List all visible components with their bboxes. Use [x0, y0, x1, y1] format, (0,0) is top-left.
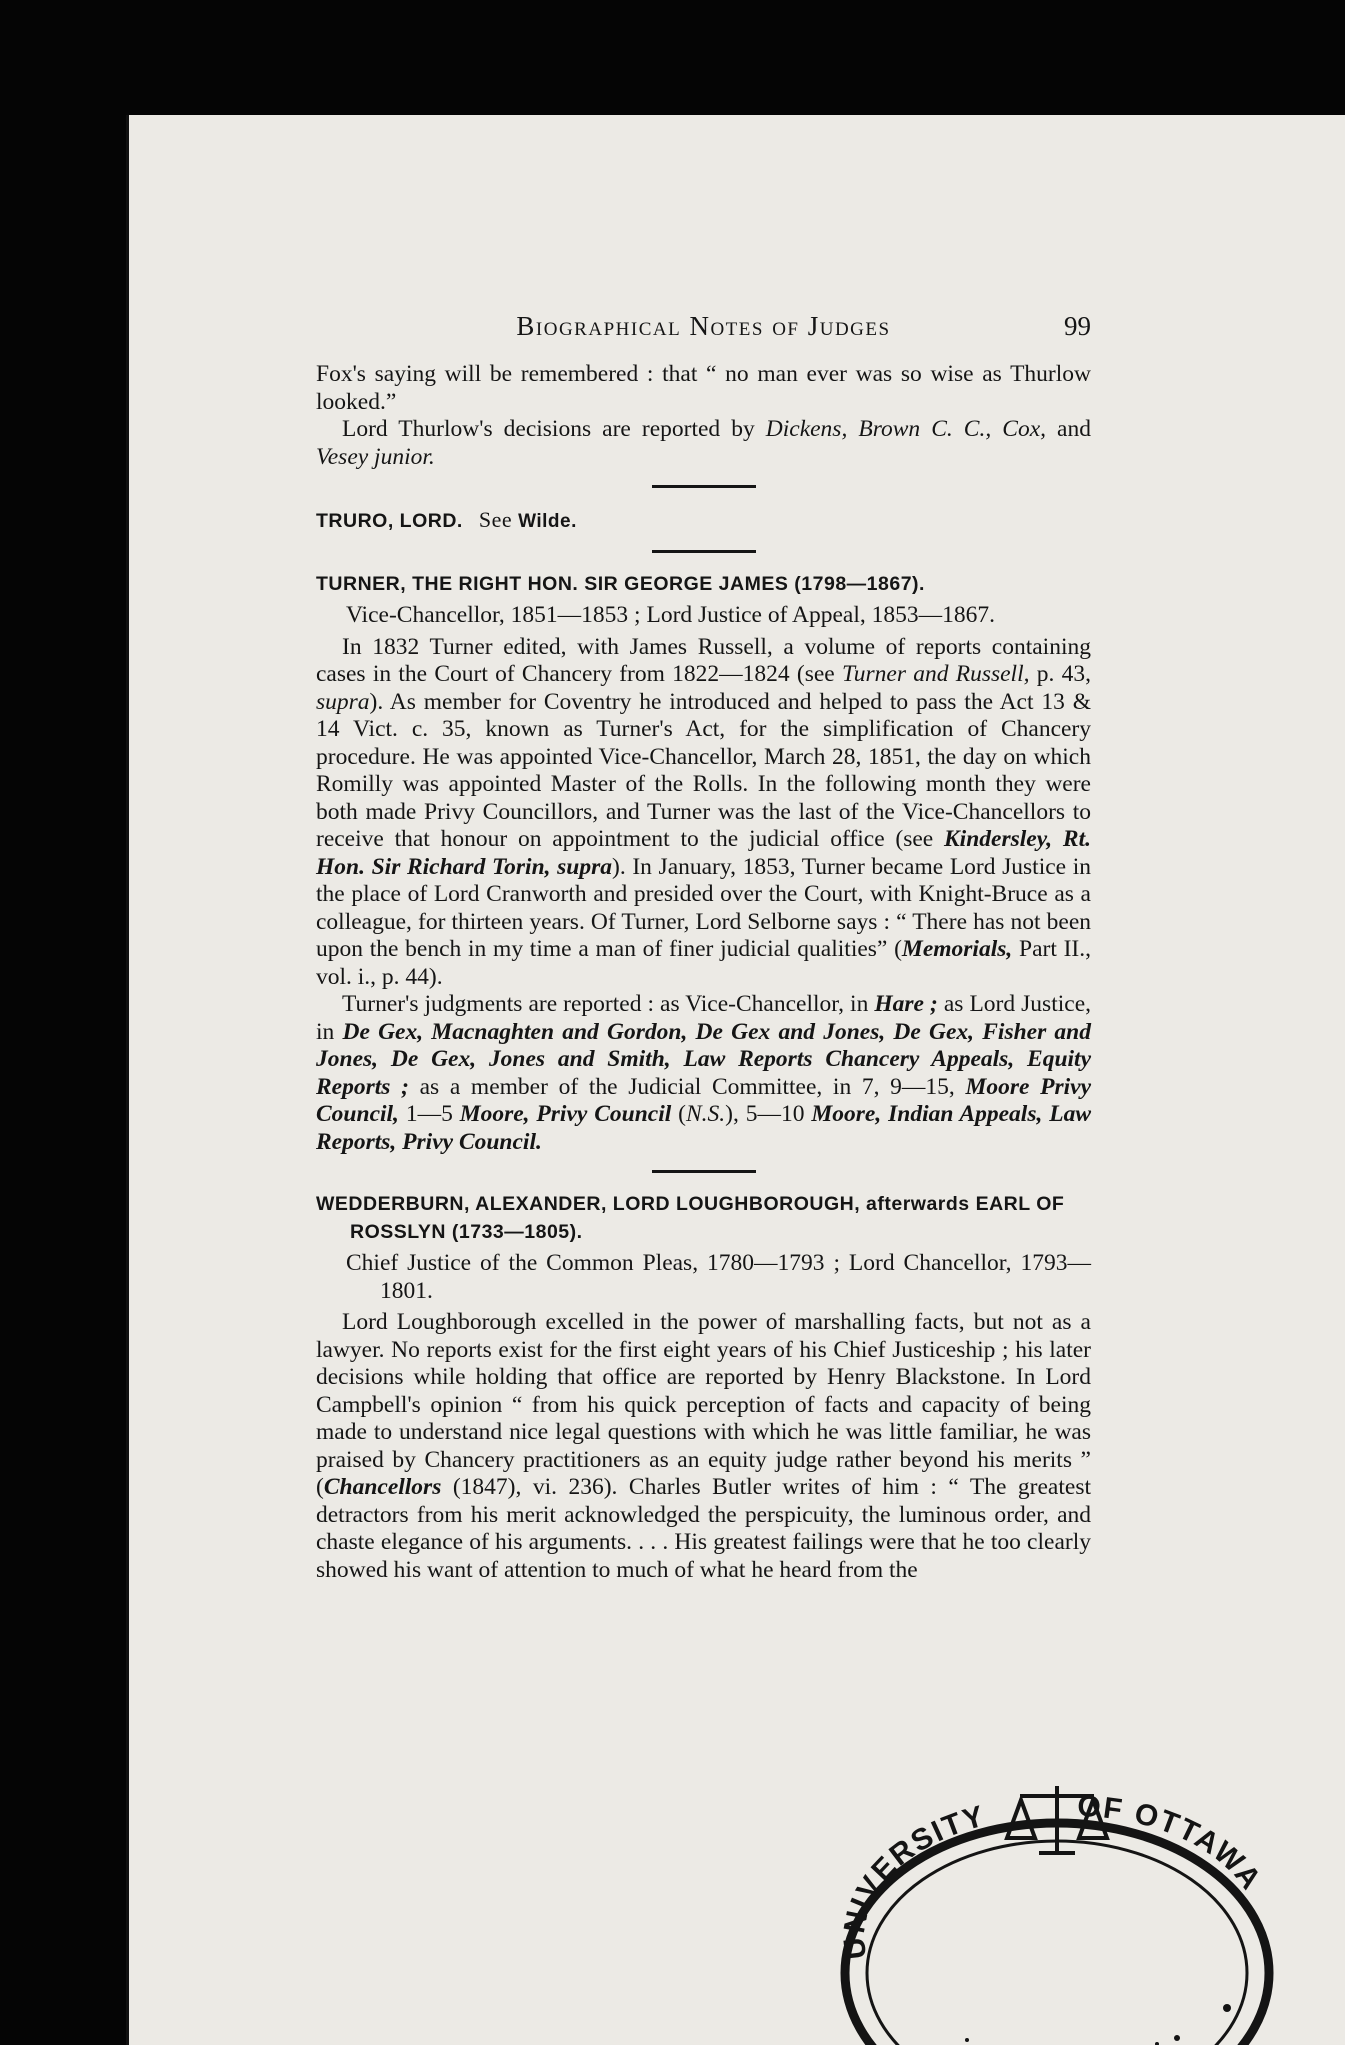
page-number: 99	[1064, 311, 1091, 341]
running-title: Biographical Notes of Judges	[516, 311, 891, 341]
section-divider	[652, 485, 756, 488]
turner-paragraph-2: Turner's judgments are reported : as Vice-Chancellor, in Hare ; as Lord Justice, in De Gex, Macnaghten and Gordon, De Gex and Jones, De Gex, Fisher and Jones, De Gex, Jones and Smith, Law Reports Chancery Appeals, Equity Reports ; as a member of the Judicial Committee, in 7, 9—15, Moore Privy Council, 1—5 Moore, Privy Council (N.S.), 5—10 Moore, Indian Appeals, Law Reports, Privy Council.	[316, 991, 1092, 1155]
text-column	[316, 313, 1091, 1584]
thurlow-paragraph-2: Lord Thurlow's decisions are reported by Dickens, Brown C. C., Cox, and Vesey junior.	[316, 416, 1091, 470]
entry-heading-wedderburn: WEDDERBURN, ALEXANDER, LORD LOUGHBOROUGH, afterwards EARL OF ROSSLYN (1733—1805).	[316, 1193, 1065, 1243]
stamp-smudge	[934, 2004, 1231, 2045]
wedderburn-paragraph-1: Lord Loughborough excelled in the power of marshalling facts, but not as a lawyer. No reports exist for the first eight years of his Chief Justiceship ; his later decisions while holding that office are reported by Henry Blackstone. In Lord Campbell's opinion “ from his quick perception of facts and capacity of being made to understand nice legal questions with which he was little familiar, he was praised by Chancery practitioners as an equity judge rather beyond his merits ” (Chancellors (1847), vi. 236). Charles Butler writes of him : “ The greatest detractors from his merit acknowledged the perspicuity, the luminous order, and chaste elegance of his arguments. . . . His greatest failings were that he too clearly showed his want of attention to much of what he heard from the	[316, 1309, 1091, 1583]
wedderburn-offices: Chief Justice of the Common Pleas, 1780—1793 ; Lord Chancellor, 1793—1801.	[346, 1250, 1091, 1304]
entry-heading-turner: TURNER, THE RIGHT HON. SIR GEORGE JAMES (1798—1867).	[316, 572, 925, 595]
thurlow-paragraph-1: Fox's saying will be remembered : that “ no man ever was so wise as Thurlow looked.”	[316, 361, 1091, 415]
book-page	[126, 115, 1345, 2045]
stamp-text-right: OF OTTAWA	[1076, 1789, 1269, 1898]
turner-offices: Vice-Chancellor, 1851—1853 ; Lord Justice of Appeal, 1853—1867.	[346, 602, 995, 628]
turner-paragraph-1: In 1832 Turner edited, with James Russell, a volume of reports containing cases in the Court of Chancery from 1822—1824 (see Turner and Russell, p. 43, supra). As member for Coventry he introduced and helped to pass the Act 13 & 14 Vict. c. 35, known as Turner's Act, for the simplification of Chancery procedure. He was appointed Vice-Chancellor, March 28, 1851, the day on which Romilly was appointed Master of the Rolls. In the following month they were both made Privy Councillors, and Turner was the last of the Vice-Chancellors to receive that honour on appointment to the judicial office (see Kindersley, Rt. Hon. Sir Richard Torin, supra). In January, 1853, Turner became Lord Justice in the place of Lord Cranworth and presided over the Court, with Knight-Bruce as a colleague, for thirteen years. Of Turner, Lord Selborne says : “ There has not been upon the bench in my time a man of finer judicial qualities” (Memorials, Part II., vol. i., p. 44).	[316, 633, 1091, 990]
section-divider	[652, 550, 756, 553]
svg-text:UNIVERSITY	[838, 1799, 989, 1961]
library-stamp-seal	[817, 1758, 1297, 2045]
running-header	[316, 313, 1091, 353]
entry-heading-truro: TRURO, LORD. See Wilde.	[316, 507, 577, 532]
section-divider	[652, 1170, 756, 1173]
stamp-text-left: UNIVERSITY	[837, 1799, 990, 1962]
